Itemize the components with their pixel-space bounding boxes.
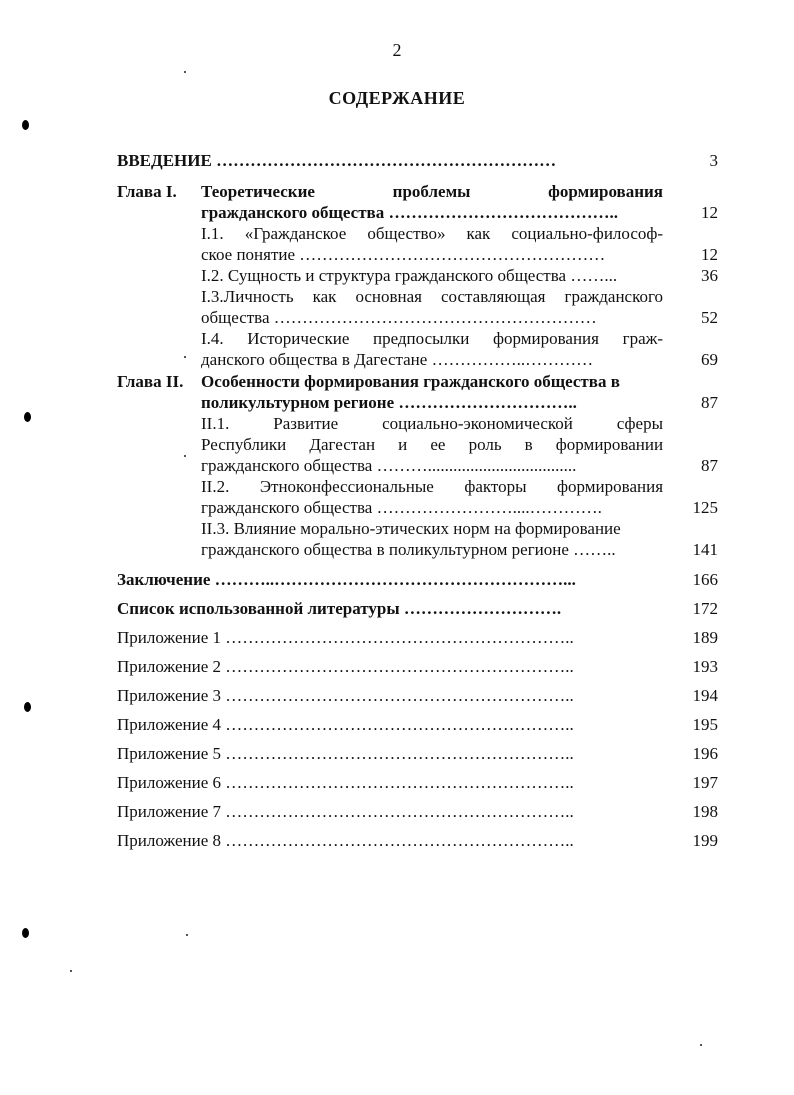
chapter-title-line: Особенности формирования гражданского общества в (201, 372, 620, 391)
word: формирования (493, 329, 599, 348)
word: предпосылки (372, 329, 470, 348)
word: формирования (557, 477, 664, 496)
word: Дагестан (309, 435, 376, 454)
word: формирования (548, 182, 664, 201)
toc-entry-appendix: Приложение 8 …………………………………………………….. (117, 831, 574, 850)
section-line: I.2. Сущность и структура гражданского общества ……... (201, 266, 618, 285)
chapter-label: Глава I. (117, 182, 177, 201)
word: сферы (616, 414, 664, 433)
section-line (201, 224, 663, 244)
scan-speck (184, 356, 186, 358)
page-title: СОДЕРЖАНИЕ (328, 88, 466, 108)
toc-entry-conclusion: Заключение ………..……………………………………………... (117, 570, 576, 589)
section-line: общества ………………………………………………… (201, 308, 597, 327)
word: Развитие (273, 414, 339, 433)
word: социально-экономической (382, 414, 573, 433)
word: «Гражданское (244, 224, 347, 243)
toc-page: 87 (701, 393, 718, 412)
word: проблемы (392, 182, 471, 201)
toc-page: 87 (701, 456, 718, 475)
word: I.1. (201, 224, 224, 243)
word: Этноконфессиональные (259, 477, 434, 496)
section-line: гражданского общества в поликультурном регионе …….. (201, 540, 616, 559)
toc-entry-appendix: Приложение 4 …………………………………………………….. (117, 715, 574, 734)
toc-page: 12 (701, 245, 718, 264)
toc-page: 69 (701, 350, 718, 369)
scan-mark (22, 120, 29, 130)
toc-page: 36 (701, 266, 718, 285)
scan-speck (184, 71, 186, 73)
toc-page: 52 (701, 308, 718, 327)
word: Республики (201, 435, 287, 454)
section-line (201, 435, 663, 455)
scan-speck (184, 455, 186, 457)
word: общество» (367, 224, 446, 243)
toc-page: 198 (692, 802, 718, 821)
toc-page: 199 (692, 831, 718, 850)
word: роль (468, 435, 502, 454)
chapter-title-line: гражданского общества ………………………………….. (201, 203, 618, 222)
scan-mark (24, 412, 31, 422)
chapter-label: Глава II. (117, 372, 184, 391)
section-line (201, 287, 663, 307)
word: основная (355, 287, 422, 306)
toc-page: 172 (692, 599, 718, 618)
word: I.3.Личность (201, 287, 294, 306)
word: II.2. (201, 477, 230, 496)
toc-page: 189 (692, 628, 718, 647)
word: и (398, 435, 408, 454)
section-line (201, 329, 663, 349)
word: Теоретические (201, 182, 315, 201)
word: граж- (622, 329, 664, 348)
word: составляющая (441, 287, 546, 306)
word: в (524, 435, 533, 454)
scan-mark (24, 702, 31, 712)
toc-page: 196 (692, 744, 718, 763)
word: Исторические (247, 329, 350, 348)
toc-page: 195 (692, 715, 718, 734)
toc-page-intro: 3 (709, 151, 718, 170)
toc-entry-appendix: Приложение 1 …………………………………………………….. (117, 628, 574, 647)
section-line: гражданского общества ………................................... (201, 456, 577, 475)
toc-page: 193 (692, 657, 718, 676)
section-line: II.3. Влияние морально-этических норм на формирование (201, 519, 621, 538)
toc-entry-appendix: Приложение 6 …………………………………………………….. (117, 773, 574, 792)
word: I.4. (201, 329, 224, 348)
toc-page: 141 (692, 540, 718, 559)
word: ее (430, 435, 446, 454)
word: гражданского (564, 287, 664, 306)
word: как (466, 224, 491, 243)
chapter-title-line: поликультурном регионе ………………………….. (201, 393, 577, 412)
section-line: данского общества в Дагестане ……………..………… (201, 350, 594, 369)
toc-page: 194 (692, 686, 718, 705)
word: как (312, 287, 337, 306)
toc-entry-intro: ВВЕДЕНИЕ …………………………………………………… (117, 151, 557, 170)
chapter-title-line (201, 182, 663, 202)
toc-page: 166 (692, 570, 718, 589)
word: социально-философ- (511, 224, 664, 243)
word: II.1. (201, 414, 230, 433)
scan-mark (22, 928, 29, 938)
word: формировании (555, 435, 664, 454)
toc-entry-references: Список использованной литературы ………………………. (117, 599, 562, 618)
page-number: 2 (392, 40, 402, 60)
toc-entry-appendix: Приложение 5 …………………………………………………….. (117, 744, 574, 763)
scan-speck (70, 970, 72, 972)
section-line (201, 414, 663, 434)
toc-entry-appendix: Приложение 7 …………………………………………………….. (117, 802, 574, 821)
section-line (201, 477, 663, 497)
toc-entry-appendix: Приложение 2 …………………………………………………….. (117, 657, 574, 676)
section-line: гражданского общества ……………………....…………. (201, 498, 602, 517)
scan-speck (700, 1044, 702, 1046)
section-line: ское понятие ……………………………………………… (201, 245, 606, 264)
toc-page: 125 (692, 498, 718, 517)
toc-page: 12 (701, 203, 718, 222)
toc-page: 197 (692, 773, 718, 792)
toc-entry-appendix: Приложение 3 …………………………………………………….. (117, 686, 574, 705)
scan-speck (186, 934, 188, 936)
word: факторы (464, 477, 527, 496)
